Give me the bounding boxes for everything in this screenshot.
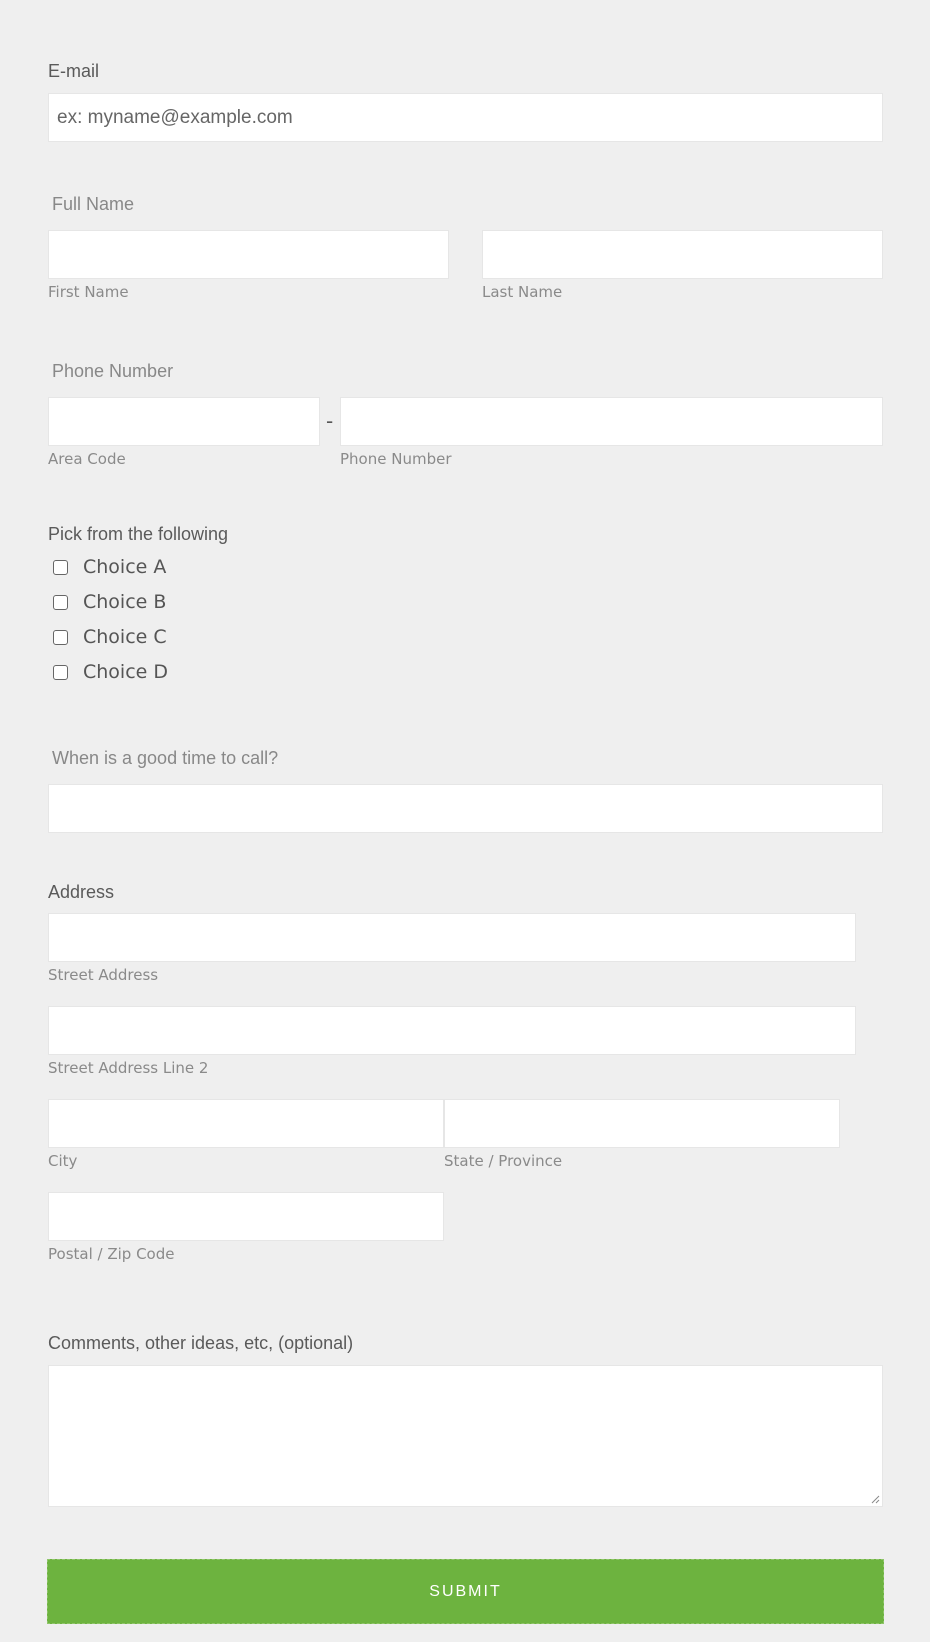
phone-separator: - bbox=[326, 409, 334, 433]
phone-number-input[interactable] bbox=[341, 398, 882, 445]
street-address-field[interactable] bbox=[48, 913, 856, 962]
choice-d-checkbox[interactable] bbox=[53, 665, 68, 680]
city-field[interactable] bbox=[48, 1099, 444, 1148]
email-field[interactable] bbox=[48, 93, 883, 142]
state-input[interactable] bbox=[445, 1100, 839, 1147]
choice-b-label: Choice B bbox=[83, 591, 167, 613]
call-time-label: When is a good time to call? bbox=[52, 748, 279, 768]
submit-button[interactable] bbox=[47, 1559, 884, 1624]
state-sublabel: State / Province bbox=[444, 1152, 563, 1170]
submit-button-label: SUBMIT bbox=[429, 1582, 502, 1600]
first-name-input[interactable] bbox=[49, 231, 448, 278]
call-time-field[interactable] bbox=[48, 784, 883, 833]
call-time-input[interactable] bbox=[49, 785, 882, 832]
street-address-input[interactable] bbox=[49, 914, 855, 961]
last-name-input[interactable] bbox=[483, 231, 882, 278]
choice-b-checkbox[interactable] bbox=[53, 595, 68, 610]
street-address-2-field[interactable] bbox=[48, 1006, 856, 1055]
area-code-sublabel: Area Code bbox=[48, 450, 126, 468]
choice-c-checkbox[interactable] bbox=[53, 630, 68, 645]
last-name-sublabel: Last Name bbox=[482, 283, 563, 301]
choices-list bbox=[46, 552, 168, 687]
postal-code-field[interactable] bbox=[48, 1192, 444, 1241]
postal-code-sublabel: Postal / Zip Code bbox=[48, 1245, 175, 1263]
postal-code-input[interactable] bbox=[49, 1193, 443, 1240]
first-name-field[interactable] bbox=[48, 230, 449, 279]
email-label: E-mail bbox=[48, 61, 100, 81]
email-input[interactable] bbox=[49, 94, 882, 141]
street-address-sublabel: Street Address bbox=[48, 966, 159, 984]
choice-a-checkbox[interactable] bbox=[53, 560, 68, 575]
choice-c-label: Choice C bbox=[83, 626, 167, 648]
comments-label: Comments, other ideas, etc, (optional) bbox=[48, 1333, 354, 1353]
comments-textarea[interactable] bbox=[49, 1366, 886, 1510]
phone-number-label: Phone Number bbox=[52, 361, 174, 381]
area-code-input[interactable] bbox=[49, 398, 319, 445]
choices-label: Pick from the following bbox=[48, 524, 229, 544]
full-name-label: Full Name bbox=[52, 194, 135, 214]
comments-field[interactable] bbox=[48, 1365, 883, 1507]
street-address-2-input[interactable] bbox=[49, 1007, 855, 1054]
phone-number-field[interactable] bbox=[340, 397, 883, 446]
city-input[interactable] bbox=[49, 1100, 443, 1147]
state-field[interactable] bbox=[444, 1099, 840, 1148]
choice-a-option[interactable] bbox=[46, 552, 168, 582]
street-address-2-sublabel: Street Address Line 2 bbox=[48, 1059, 209, 1077]
resize-grip-icon[interactable] bbox=[870, 1494, 880, 1504]
choice-d-label: Choice D bbox=[83, 661, 169, 683]
city-sublabel: City bbox=[48, 1152, 78, 1170]
choice-d-option[interactable] bbox=[46, 657, 168, 687]
first-name-sublabel: First Name bbox=[48, 283, 129, 301]
choice-c-option[interactable] bbox=[46, 622, 168, 652]
area-code-field[interactable] bbox=[48, 397, 320, 446]
choice-a-label: Choice A bbox=[83, 556, 167, 578]
last-name-field[interactable] bbox=[482, 230, 883, 279]
address-label: Address bbox=[48, 882, 115, 902]
choice-b-option[interactable] bbox=[46, 587, 168, 617]
phone-number-sublabel: Phone Number bbox=[340, 450, 452, 468]
